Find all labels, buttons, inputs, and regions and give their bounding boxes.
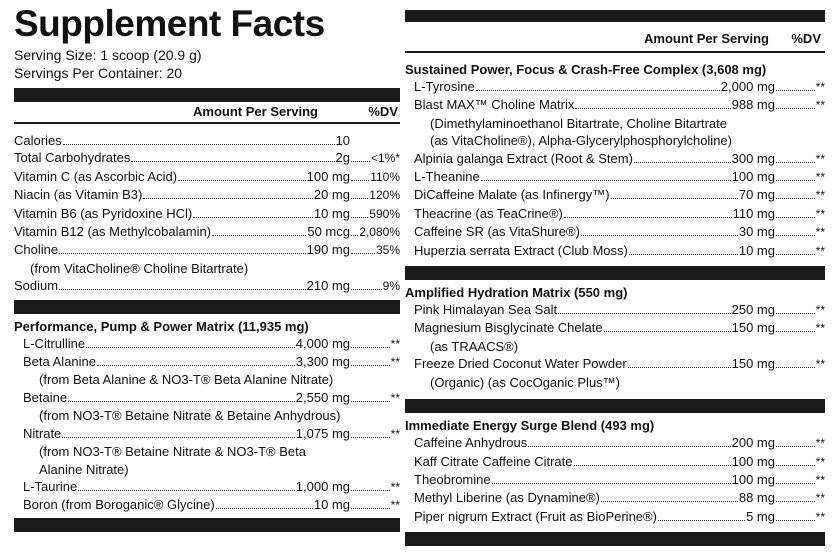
- ingredient-name: Caffeine Anhydrous: [414, 435, 528, 451]
- divider-bar: [405, 399, 825, 413]
- leader-dots: [658, 520, 745, 521]
- leader-dots: [634, 162, 731, 163]
- dv-cell: [350, 224, 400, 241]
- ingredient-note: (from NO3-T® Betaine Nitrate & NO3-T® Beta: [39, 444, 306, 460]
- leader-dots: [351, 437, 390, 438]
- leader-dots: [178, 180, 306, 181]
- dv-cell: [350, 169, 400, 186]
- ingredient-dv: <1%*: [370, 151, 400, 166]
- ingredient-row: [23, 496, 400, 514]
- ingredient-name: L-Tyrosine: [414, 79, 475, 94]
- ingredient-dv: **: [815, 225, 825, 240]
- divider-bar: [405, 10, 825, 22]
- ingredient-dv: 120%: [369, 188, 400, 203]
- ingredient-dv: 590%: [369, 206, 400, 221]
- ingredient-name: Calories: [14, 133, 62, 148]
- leader-dots: [558, 313, 731, 314]
- amount-header: [14, 102, 400, 122]
- ingredient-amount: 70 mg: [738, 187, 775, 203]
- leader-dots: [351, 253, 375, 254]
- leader-dots: [776, 520, 815, 521]
- dv-cell: [775, 320, 825, 337]
- leader-dots: [63, 144, 335, 145]
- leader-dots: [59, 289, 306, 290]
- leader-dots: [351, 490, 390, 491]
- ingredient-row: [23, 425, 400, 443]
- ingredient-amount: 100 mg: [306, 168, 350, 184]
- leader-dots: [351, 235, 358, 236]
- ingredient-amount: 2g: [335, 150, 350, 166]
- ingredient-dv: **: [390, 426, 400, 441]
- ingredient-amount: 10 mg: [313, 205, 350, 221]
- dv-cell: [350, 390, 400, 407]
- leader-dots: [628, 367, 731, 368]
- dv-cell: [775, 97, 825, 114]
- dv-cell: [775, 206, 825, 223]
- ingredient-row: [14, 277, 400, 295]
- ingredient-amount: 190 mg: [306, 242, 350, 258]
- ingredient-name: Vitamin C (as Ascorbic Acid): [14, 168, 178, 184]
- ingredient-dv: **: [815, 243, 825, 258]
- ingredient-row: [23, 389, 400, 407]
- ingredient-row: [414, 186, 825, 204]
- dv-cell: [350, 336, 400, 353]
- leader-dots: [68, 401, 295, 402]
- dv-cell: [775, 509, 825, 526]
- left-panel: [14, 0, 400, 532]
- sustained-list: [405, 78, 825, 260]
- ingredient-row: [414, 150, 825, 168]
- dv-cell: [775, 224, 825, 241]
- leader-dots: [776, 331, 815, 332]
- ingredient-amount: 30 mg: [738, 224, 775, 240]
- ingredient-name: Huperzia serrata Extract (Club Moss): [414, 242, 628, 258]
- ingredient-note: (as VitaCholine®), Alpha-Glycerylphosphorylcholine): [430, 133, 732, 149]
- leader-dots: [131, 161, 334, 162]
- leader-dots: [351, 401, 390, 402]
- ingredient-note: (Dimethylaminoethanol Bitartrate, Choline Bitartrate: [430, 115, 727, 131]
- dv-cell: [775, 243, 825, 260]
- dv-label: %DV: [368, 104, 398, 119]
- ingredient-row: [414, 508, 825, 526]
- ingredient-row: [14, 186, 400, 204]
- ingredient-dv: 2,080%: [359, 225, 400, 240]
- leader-dots: [351, 508, 390, 509]
- ingredient-name: Methyl Liberine (as Dynamine®): [414, 490, 600, 506]
- ingredient-name: Caffeine SR (as VitaShure®): [414, 224, 580, 240]
- leader-dots: [776, 90, 815, 91]
- ingredient-row: [23, 353, 400, 371]
- dv-cell: [350, 278, 400, 295]
- performance-title: Performance, Pump & Power Matrix (11,935 mg): [14, 318, 309, 334]
- ingredient-dv: **: [815, 491, 825, 506]
- ingredient-name: L-Theanine: [414, 169, 480, 185]
- ingredient-name: Theacrine (as TeaCrine®): [414, 205, 563, 221]
- ingredient-row: [414, 471, 825, 489]
- dv-cell: [775, 472, 825, 489]
- ingredient-amount: 200 mg: [731, 435, 775, 451]
- energy-list: [405, 434, 825, 526]
- leader-dots: [143, 198, 312, 199]
- leader-dots: [776, 313, 815, 314]
- ingredient-name: DiCaffeine Malate (as Infinergy™): [414, 187, 610, 203]
- dv-label: %DV: [791, 31, 821, 46]
- divider-bar: [14, 300, 400, 314]
- ingredient-dv: **: [815, 509, 825, 524]
- ingredient-name: Kaff Citrate Caffeine Citrate: [414, 453, 573, 469]
- leader-dots: [776, 217, 815, 218]
- sodium-row: [14, 277, 400, 295]
- ingredient-name: Vitamin B6 (as Pyridoxine HCl): [14, 205, 193, 221]
- performance-list: [14, 335, 400, 515]
- leader-dots: [776, 235, 815, 236]
- ingredient-row: [14, 241, 400, 259]
- ingredient-amount: 150 mg: [731, 356, 775, 372]
- leader-dots: [212, 235, 306, 236]
- leader-dots: [575, 108, 730, 109]
- leader-dots: [78, 490, 295, 491]
- ingredient-dv: **: [390, 336, 400, 351]
- ingredient-amount: 4,000 mg: [295, 335, 350, 351]
- ingredient-amount: 300 mg: [731, 150, 775, 166]
- leader-dots: [776, 465, 815, 466]
- leader-dots: [481, 180, 731, 181]
- ingredient-amount: 2,000 mg: [720, 79, 775, 94]
- divider-bar: [405, 532, 825, 546]
- ingredient-row: [414, 168, 825, 186]
- ingredient-row: [14, 132, 400, 149]
- leader-dots: [776, 446, 815, 447]
- leader-dots: [601, 501, 738, 502]
- dv-cell: [775, 435, 825, 452]
- ingredient-name: Nitrate: [23, 425, 62, 441]
- ingredient-amount: 1,000 mg: [295, 478, 350, 494]
- ingredient-row: [414, 96, 825, 114]
- ingredient-dv: **: [390, 390, 400, 405]
- ingredient-note: (from Beta Alanine & NO3-T® Beta Alanine Nitrate): [39, 372, 334, 388]
- ingredient-amount: 150 mg: [731, 320, 775, 336]
- hydration-list: [405, 301, 825, 391]
- ingredient-amount: 10 mg: [738, 242, 775, 258]
- ingredient-amount: 210 mg: [306, 278, 350, 294]
- ingredient-row: [14, 223, 400, 241]
- leader-dots: [776, 162, 815, 163]
- ingredient-dv: **: [815, 98, 825, 113]
- dv-cell: [775, 169, 825, 186]
- ingredient-dv: **: [815, 151, 825, 166]
- ingredient-dv: **: [815, 80, 825, 94]
- ingredient-amount: 1,075 mg: [295, 425, 350, 441]
- ingredient-amount: 110 mg: [732, 205, 775, 221]
- leader-dots: [59, 253, 306, 254]
- ingredient-note: (Organic) (as CocOganic Plus™): [430, 374, 620, 390]
- dv-cell: [775, 151, 825, 168]
- leader-dots: [351, 365, 390, 366]
- leader-dots: [351, 347, 390, 348]
- leader-dots: [564, 217, 732, 218]
- ingredient-dv: **: [815, 454, 825, 469]
- ingredient-dv: **: [815, 188, 825, 203]
- dv-cell: [350, 426, 400, 443]
- ingredient-amount: 100 mg: [731, 471, 775, 487]
- leader-dots: [351, 161, 370, 162]
- ingredient-amount: 988 mg: [731, 97, 775, 113]
- leader-dots: [351, 217, 368, 218]
- leader-dots: [776, 367, 815, 368]
- ingredient-amount: 250 mg: [731, 302, 775, 318]
- leader-dots: [476, 90, 720, 91]
- dv-cell: [775, 490, 825, 507]
- leader-dots: [86, 347, 295, 348]
- ingredient-name: Freeze Dried Coconut Water Powder: [414, 356, 627, 372]
- ingredient-note: Alanine Nitrate): [39, 461, 129, 477]
- ingredient-row: [414, 301, 825, 319]
- ingredient-dv: **: [815, 303, 825, 318]
- ingredient-dv: **: [390, 355, 400, 370]
- ingredient-name: Total Carbohydrates: [14, 150, 131, 166]
- ingredient-amount: 100 mg: [731, 169, 775, 185]
- dv-cell: [350, 354, 400, 371]
- ingredient-dv: 35%: [375, 243, 400, 258]
- ingredient-amount: 50 mcg: [307, 224, 350, 240]
- ingredient-name: Alpinia galanga Extract (Root & Stem): [414, 150, 633, 166]
- ingredient-name: Magnesium Bisglycinate Chelate: [414, 320, 603, 336]
- amount-header-right: [405, 29, 825, 49]
- divider-line: [405, 51, 825, 53]
- ingredient-name: Betaine: [23, 389, 68, 405]
- ingredient-name: Sodium: [14, 278, 59, 294]
- ingredient-dv: **: [390, 479, 400, 494]
- ingredient-row: [14, 205, 400, 223]
- leader-dots: [581, 235, 738, 236]
- leader-dots: [776, 254, 815, 255]
- ingredient-amount: 2,550 mg: [295, 389, 350, 405]
- ingredient-amount: 5 mg: [746, 508, 775, 524]
- ingredient-row: [414, 434, 825, 452]
- ingredient-name: Vitamin B12 (as Methylcobalamin): [14, 224, 212, 240]
- leader-dots: [776, 198, 815, 199]
- leader-dots: [629, 254, 738, 255]
- dv-cell: [775, 187, 825, 204]
- dv-cell: [350, 479, 400, 496]
- ingredient-dv: **: [815, 170, 825, 185]
- ingredient-amount: 20 mg: [313, 187, 350, 203]
- leader-dots: [62, 437, 295, 438]
- right-panel: [405, 0, 825, 546]
- ingredient-name: Choline: [14, 242, 59, 258]
- sustained-title: Sustained Power, Focus & Crash-Free Complex (3,608 mg): [405, 62, 767, 77]
- ingredient-amount: 88 mg: [738, 490, 775, 506]
- dv-cell: [775, 79, 825, 96]
- serving-size: Serving Size: 1 scoop (20.9 g): [14, 47, 202, 63]
- ingredient-row: [414, 223, 825, 241]
- leader-dots: [776, 180, 815, 181]
- amount-per-serving-label: Amount Per Serving: [644, 31, 769, 46]
- ingredient-row: [414, 205, 825, 223]
- ingredient-name: Pink Himalayan Sea Salt: [414, 302, 558, 318]
- ingredient-row: [414, 242, 825, 260]
- ingredient-name: Blast MAX™ Choline Matrix: [414, 97, 575, 113]
- basic-nutrient-list: [14, 132, 400, 260]
- ingredient-note: (as TRAACS®): [430, 338, 519, 354]
- ingredient-dv: 110%: [370, 169, 400, 184]
- ingredient-name: Beta Alanine: [23, 354, 97, 370]
- ingredient-name: Theobromine: [414, 471, 491, 487]
- leader-dots: [351, 180, 369, 181]
- leader-dots: [351, 289, 382, 290]
- dv-cell: [350, 497, 400, 514]
- servings-per-container: Servings Per Container: 20: [14, 65, 183, 81]
- leader-dots: [97, 365, 295, 366]
- ingredient-row: [414, 319, 825, 337]
- ingredient-amount: 3,300 mg: [295, 354, 350, 370]
- ingredient-name: Niacin (as Vitamin B3): [14, 187, 143, 203]
- leader-dots: [351, 198, 368, 199]
- ingredient-amount: 10: [335, 133, 350, 148]
- divider-bar: [14, 518, 400, 532]
- ingredient-dv: **: [815, 206, 825, 221]
- leader-dots: [611, 198, 738, 199]
- ingredient-row: [414, 453, 825, 471]
- ingredient-dv: **: [815, 321, 825, 336]
- ingredient-amount: 100 mg: [731, 453, 775, 469]
- ingredient-name: Boron (from Boroganic® Glycine): [23, 497, 215, 513]
- ingredient-dv: **: [815, 436, 825, 451]
- divider-bar: [405, 266, 825, 280]
- ingredient-note: (from NO3-T® Betaine Nitrate & Betaine Anhydrous): [39, 408, 341, 424]
- ingredient-row: [414, 489, 825, 507]
- ingredient-dv: 9%: [382, 279, 400, 294]
- ingredient-dv: **: [815, 357, 825, 372]
- ingredient-row: [414, 355, 825, 373]
- page-title: Supplement Facts: [14, 3, 325, 44]
- ingredient-row: [414, 78, 825, 96]
- dv-cell: [350, 150, 400, 167]
- leader-dots: [604, 331, 731, 332]
- ingredient-dv: **: [390, 498, 400, 513]
- leader-dots: [574, 465, 731, 466]
- amount-per-serving-label: Amount Per Serving: [193, 104, 318, 119]
- ingredient-row: [14, 149, 400, 167]
- leader-dots: [776, 483, 815, 484]
- ingredient-name: L-Citrulline: [23, 335, 86, 351]
- leader-dots: [193, 217, 313, 218]
- dv-cell: [350, 187, 400, 204]
- divider-bar: [14, 88, 400, 102]
- energy-title: Immediate Energy Surge Blend (493 mg): [405, 418, 655, 434]
- dv-cell: [775, 302, 825, 319]
- choline-note: (from VitaCholine® Choline Bitartrate): [30, 260, 249, 276]
- ingredient-name: Piper nigrum Extract (Fruit as BioPerine®): [414, 508, 657, 524]
- ingredient-dv: **: [815, 472, 825, 487]
- ingredient-name: L-Taurine: [23, 478, 78, 494]
- leader-dots: [216, 508, 313, 509]
- leader-dots: [528, 446, 730, 447]
- dv-cell: [350, 242, 400, 259]
- dv-cell: [775, 454, 825, 471]
- leader-dots: [776, 108, 815, 109]
- leader-dots: [492, 483, 731, 484]
- dv-cell: [775, 356, 825, 373]
- divider-line: [14, 122, 400, 124]
- ingredient-row: [23, 478, 400, 496]
- ingredient-amount: 10 mg: [313, 497, 350, 513]
- ingredient-row: [23, 335, 400, 353]
- ingredient-row: [14, 168, 400, 186]
- hydration-title: Amplified Hydration Matrix (550 mg): [405, 285, 628, 301]
- dv-cell: [350, 206, 400, 223]
- leader-dots: [776, 501, 815, 502]
